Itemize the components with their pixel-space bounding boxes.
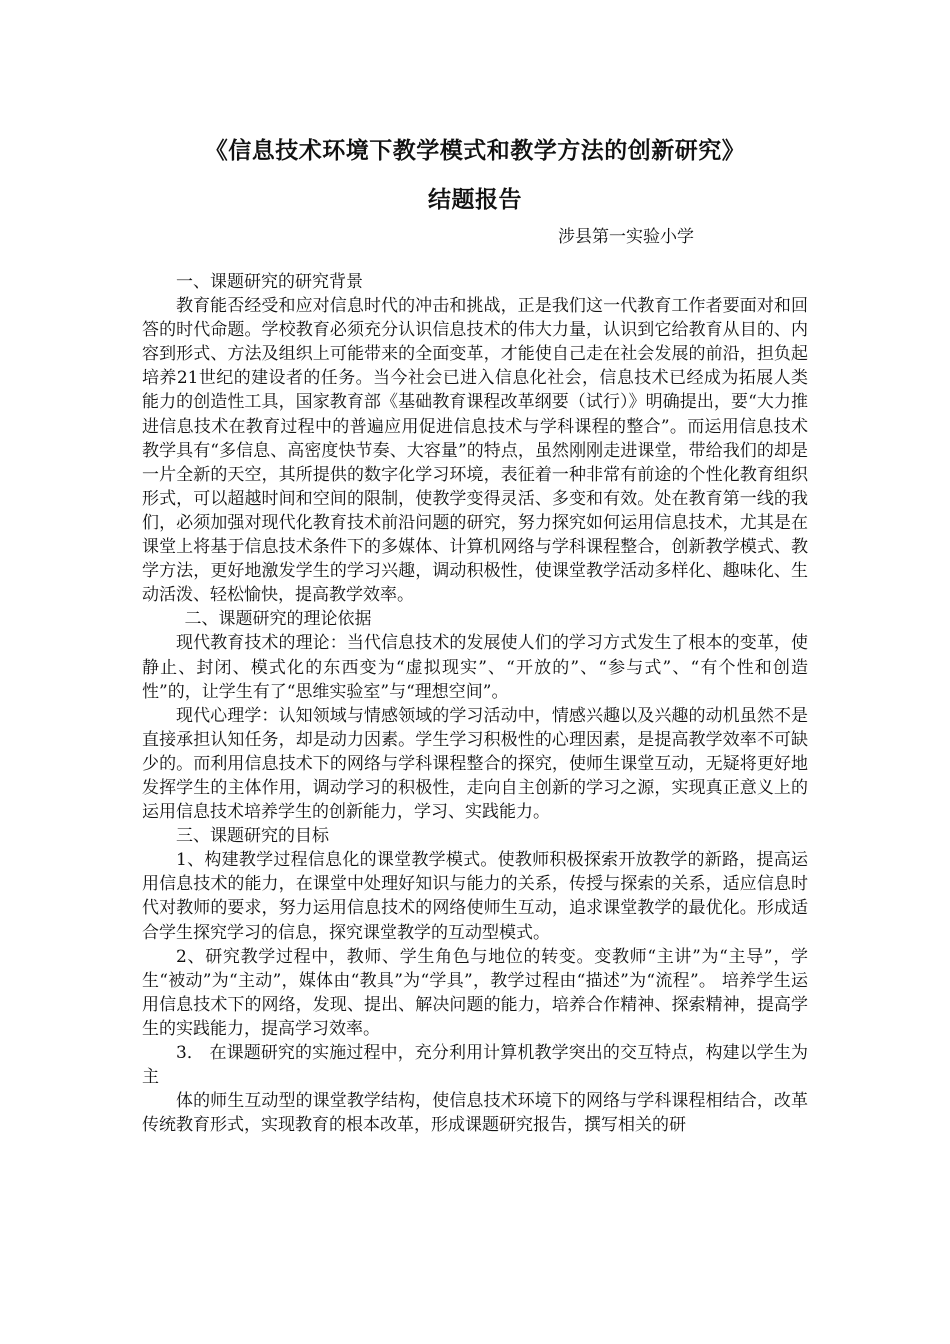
- paragraph-goal-2: 2、研究教学过程中，教师、学生角色与地位的转变。变教师“主讲”为“主导”，学生“被动”为“主动”，媒体由“教具”为“学具”，教学过程由“描述”为“流程”。 培养学生运用信息技术下的网络，发现、提出、解决问题的能力，培养合作精神、探索精神，提高学生的实践能力，提高学习效率。: [142, 946, 808, 1039]
- paragraph-theory-technology: 现代教育技术的理论：当代信息技术的发展使人们的学习方式发生了根本的变革，使静止、封闭、模式化的东西变为“虚拟现实”、“开放的”、“参与式”、“有个性和创造性”的，让学生有了“思维实验室”与“理想空间”。: [142, 633, 808, 702]
- section-heading-theory: 二、课题研究的理论依据: [184, 609, 372, 630]
- document-title: 《信息技术环境下教学模式和教学方法的创新研究》: [204, 138, 746, 164]
- author-line: 涉县第一实验小学: [558, 227, 694, 247]
- paragraph-goal-3: 3． 在课题研究的实施过程中，充分利用计算机教学突出的交互特点，构建以学生为主: [142, 1043, 808, 1088]
- document-body: [142, 270, 808, 1137]
- document-subtitle: 结题报告: [428, 187, 522, 213]
- paragraph-goal-3-continued: 体的师生互动型的课堂教学结构，使信息技术环境下的网络与学科课程相结合，改革传统教育形式，实现教育的根本改革，形成课题研究报告，撰写相关的研: [142, 1091, 808, 1136]
- paragraph-theory-psychology: 现代心理学：认知领域与情感领域的学习活动中，情感兴趣以及兴趣的动机虽然不是直接承担认知任务，却是动力因素。学生学习积极性的心理因素，是提高教学效率不可缺少的。而利用信息技术下的网络与学科课程整合的探究，使师生课堂互动，无疑将更好地发挥学生的主体作用，调动学习的积极性，走向自主创新的学习之源，实现真正意义上的运用信息技术培养学生的创新能力，学习、实践能力。: [142, 705, 808, 823]
- paragraph-background: 教育能否经受和应对信息时代的冲击和挑战，正是我们这一代教育工作者要面对和回答的时代命题。学校教育必须充分认识信息技术的伟大力量，认识到它给教育从目的、内容到形式、方法及组织上可能带来的全面变革，才能使自己走在社会发展的前沿，担负起培养21世纪的建设者的任务。当今社会已进入信息化社会，信息技术已经成为拓展人类能力的创造性工具，国家教育部《基础教育课程改革纲要（试行）》明确提出，要“大力推进信息技术在教育过程中的普遍应用促进信息技术与学科课程的整合”。而运用信息技术教学具有“多信息、高密度快节奏、大容量”的特点，虽然刚刚走进课堂，带给我们的却是一片全新的天空，其所提供的数字化学习环境，表征着一种非常有前途的个性化教育组织形式，可以超越时间和空间的限制，使教学变得灵活、多变和有效。处在教育第一线的我们，必须加强对现代化教育技术前沿问题的研究，努力探究如何运用信息技术，尤其是在课堂上将基于信息技术条件下的多媒体、计算机网络与学科课程整合，创新教学模式、教学方法，更好地激发学生的学习兴趣，调动积极性，使课堂教学活动多样化、趣味化、生动活泼、轻松愉快，提高教学效率。: [142, 296, 808, 606]
- paragraph-goal-1: 1、构建教学过程信息化的课堂教学模式。使教师积极探索开放教学的新路，提高运用信息技术的能力，在课堂中处理好知识与能力的关系，传授与探索的关系，适应信息时代对教师的要求，努力运用信息技术的网络使师生互动，追求课堂教学的最优化。形成适合学生探究学习的信息，探究课堂教学的互动型模式。: [142, 850, 808, 943]
- section-heading-goals: 三、课题研究的目标: [176, 826, 329, 847]
- section-heading-background: 一、课题研究的研究背景: [176, 272, 363, 292]
